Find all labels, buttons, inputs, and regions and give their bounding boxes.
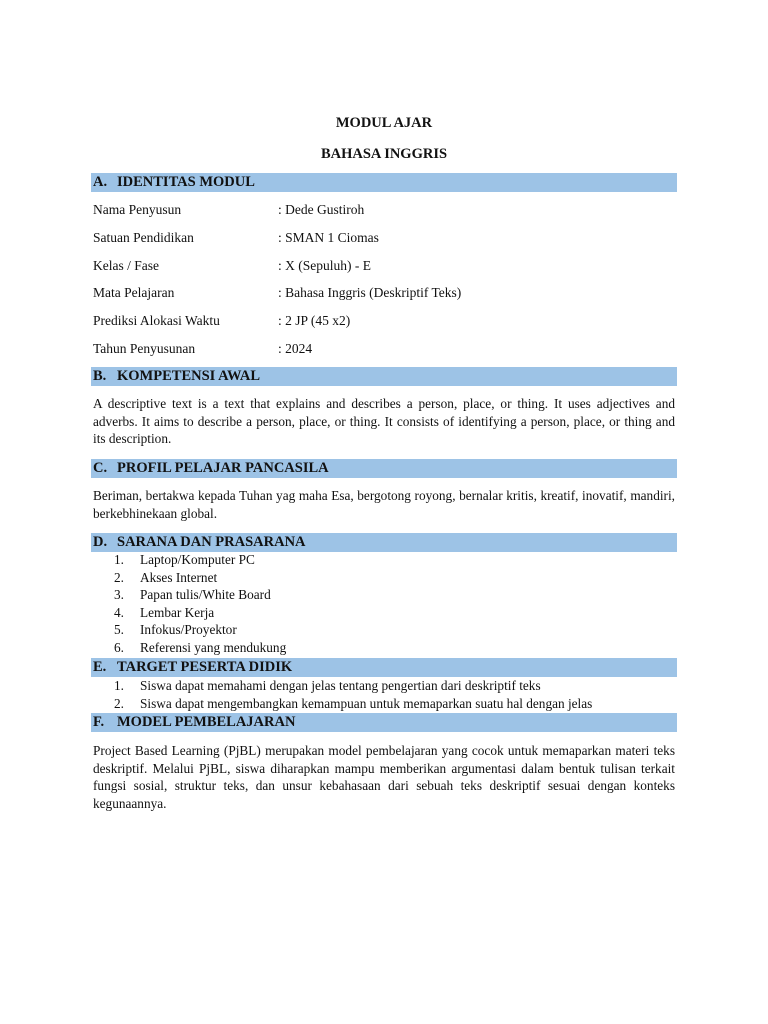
list-item: [93, 586, 286, 604]
list-number: 5.: [114, 622, 124, 638]
list-number: 1.: [114, 678, 124, 693]
section-title: SARANA DAN PRASARANA: [117, 534, 306, 550]
list-item: [93, 621, 286, 639]
identity-label: Kelas / Fase: [93, 258, 159, 273]
list-item: [93, 677, 592, 695]
list-number: 2.: [114, 695, 124, 711]
section-title: TARGET PESERTA DIDIK: [117, 659, 293, 675]
section-heading-profil: [91, 459, 677, 478]
list-item: [93, 604, 286, 622]
identity-label: Prediksi Alokasi Waktu: [93, 313, 220, 328]
section-heading-sarana: [91, 533, 677, 552]
document-title: MODUL AJAR: [335, 115, 433, 131]
list-item: [93, 551, 286, 569]
list-text: Laptop/Komputer PC: [140, 552, 255, 567]
profil-paragraph: Beriman, bertakwa kepada Tuhan yag maha Esa, bergotong royong, bernalar kritis, kreatif, inovatif, mandiri, berkebhinekaan global.: [93, 488, 675, 521]
list-number: 2.: [114, 569, 124, 585]
list-text: Siswa dapat mengembangkan kemampuan untuk memaparkan suatu hal dengan jelas: [140, 695, 593, 711]
section-title: KOMPETENSI AWAL: [117, 368, 261, 384]
sarana-list: [93, 551, 286, 657]
section-heading-kompetensi: [91, 367, 677, 386]
section-heading-model: [91, 713, 677, 732]
identity-value: : Bahasa Inggris (Deskriptif Teks): [278, 285, 462, 300]
list-number: 1.: [114, 552, 124, 567]
list-text: Siswa dapat memahami dengan jelas tentang pengertian dari deskriptif teks: [140, 678, 541, 693]
list-text: Papan tulis/White Board: [140, 587, 271, 603]
section-letter: D.: [93, 534, 108, 550]
list-text: Referensi yang mendukung: [140, 639, 287, 655]
section-letter: E.: [93, 659, 107, 675]
list-text: Infokus/Proyektor: [140, 622, 237, 638]
identity-label: Tahun Penyusunan: [93, 341, 196, 356]
list-item: [93, 695, 592, 713]
list-number: 3.: [114, 587, 124, 603]
identity-value: : Dede Gustiroh: [278, 202, 365, 217]
identity-value: : SMAN 1 Ciomas: [278, 230, 379, 245]
section-title: MODEL PEMBELAJARAN: [117, 714, 296, 730]
section-letter: B.: [93, 368, 107, 384]
list-text: Lembar Kerja: [140, 604, 215, 620]
identity-value: : 2024: [278, 341, 313, 356]
list-number: 4.: [114, 604, 124, 620]
identity-value: : 2 JP (45 x2): [278, 313, 351, 328]
list-text: Akses Internet: [140, 569, 218, 585]
section-heading-identitas: [91, 173, 677, 192]
document-subtitle: BAHASA INGGRIS: [320, 146, 448, 162]
identity-label: Nama Penyusun: [93, 202, 182, 217]
identity-value: : X (Sepuluh) - E: [278, 258, 371, 273]
section-title: IDENTITAS MODUL: [117, 174, 255, 190]
list-number: 6.: [114, 639, 124, 655]
list-item: [93, 569, 286, 587]
section-letter: C.: [93, 460, 108, 476]
section-title: PROFIL PELAJAR PANCASILA: [117, 460, 329, 476]
section-letter: A.: [93, 174, 108, 190]
identity-label: Satuan Pendidikan: [93, 230, 194, 245]
section-heading-target: [91, 658, 677, 677]
target-list: [93, 677, 592, 712]
identity-label: Mata Pelajaran: [93, 285, 175, 300]
kompetensi-paragraph: A descriptive text is a text that explains and describes a person, place, or thing. It uses adjectives and adverbs. It aims to describe a person, place, or thing. It consists of identifying a person, place, or thing and its description.: [93, 396, 675, 447]
section-letter: F.: [93, 714, 105, 730]
list-item: [93, 639, 286, 657]
model-paragraph: Project Based Learning (PjBL) merupakan model pembelajaran yang cocok untuk memaparkan materi teks deskriptif. Melalui PjBL, siswa diharapkan mampu memberikan argumentasi dalam bentuk tulisan terkait fungsi sosial, struktur teks, dan unsur kebahasaan dari sebuah teks deskriptif sesuai dengan konteks kegunaannya.: [93, 743, 675, 811]
